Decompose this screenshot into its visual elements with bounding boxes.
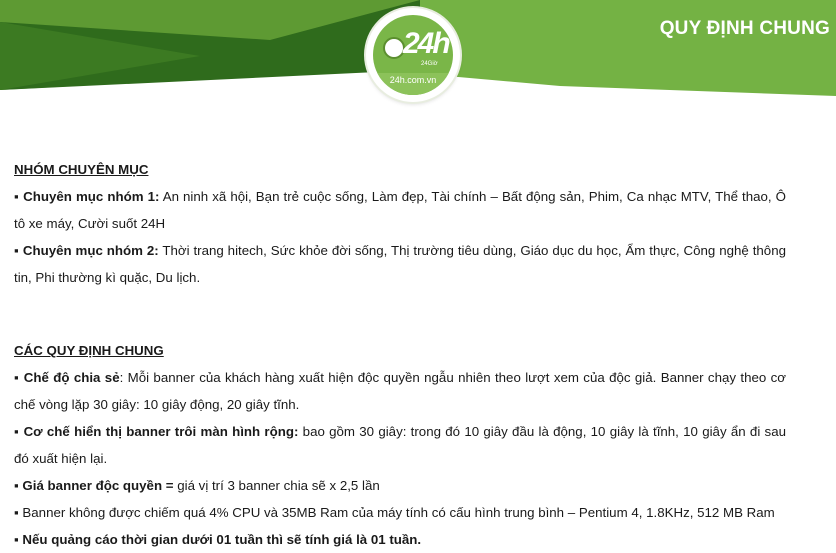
clock-icon: [383, 37, 405, 59]
item-text: Banner không được chiếm quá 4% CPU và 35MB Ram của máy tính có cấu hình trung bình – Pentium 4, 1.8KHz, 512 MB Ram: [22, 505, 775, 520]
logo-subtext: 24Giờ: [421, 61, 438, 67]
bullet: ▪: [14, 505, 19, 520]
page-title: QUY ĐỊNH CHUNG: [659, 18, 830, 39]
item-label: Giá banner độc quyền =: [22, 478, 174, 493]
list-item: [14, 472, 786, 499]
item-label: Nếu quảng cáo thời gian dưới 01 tuần thì sẽ tính giá là 01 tuần.: [22, 532, 422, 547]
item-label: Chế độ chia sẻ: [23, 370, 120, 385]
item-text: giá vị trí 3 banner chia sẽ x 2,5 lần: [173, 478, 380, 493]
logo-url: 24h.com.vn: [389, 75, 437, 85]
item-label: Chuyên mục nhóm 2:: [22, 243, 159, 258]
item-label: Cơ chế hiển thị banner trôi màn hình rộng:: [23, 424, 299, 439]
section-title-nhom: NHÓM CHUYÊN MỤC: [14, 162, 149, 177]
bullet: ▪: [14, 532, 19, 547]
header-banner: [0, 0, 836, 100]
logo-text: 24h: [403, 27, 449, 60]
list-item: [14, 499, 786, 526]
bullet: ▪: [14, 478, 19, 493]
list-item: [14, 418, 786, 472]
bullet: ▪: [14, 189, 20, 204]
content: [14, 156, 786, 553]
logo: [366, 8, 460, 102]
item-text: An ninh xã hội, Bạn trẻ cuộc sống, Làm đẹp, Tài chính – Bất động sản, Phim, Ca nhạc MTV, Thể thao, Ô tô xe máy, Cười suốt 24H: [14, 189, 787, 231]
bullet: ▪: [14, 370, 20, 385]
list-item: [14, 237, 786, 291]
item-label: Chuyên mục nhóm 1:: [23, 189, 160, 204]
list-item: [14, 183, 786, 237]
list-item: [14, 364, 786, 418]
bullet: ▪: [14, 424, 20, 439]
item-text: bao gồm 30 giây: trong đó 10 giây đầu là động, 10 giây là tĩnh, 10 giây ẩn đi sau đó xuất hiện lại.: [14, 424, 786, 466]
section-title-quy-dinh: CÁC QUY ĐỊNH CHUNG: [14, 343, 164, 358]
item-text: Thời trang hitech, Sức khỏe đời sống, Thị trường tiêu dùng, Giáo dục du học, Ẩm thực, Công nghệ thông tin, Phi thường kì quặc, Du lịch.: [14, 243, 786, 285]
item-text: : Mỗi banner của khách hàng xuất hiện độc quyền ngẫu nhiên theo lượt xem của độc giả. Banner chạy theo cơ chế vòng lặp 30 giây: 10 giây động, 20 giây tĩnh.: [14, 370, 786, 412]
list-item: [14, 526, 786, 553]
bullet: ▪: [14, 243, 19, 258]
